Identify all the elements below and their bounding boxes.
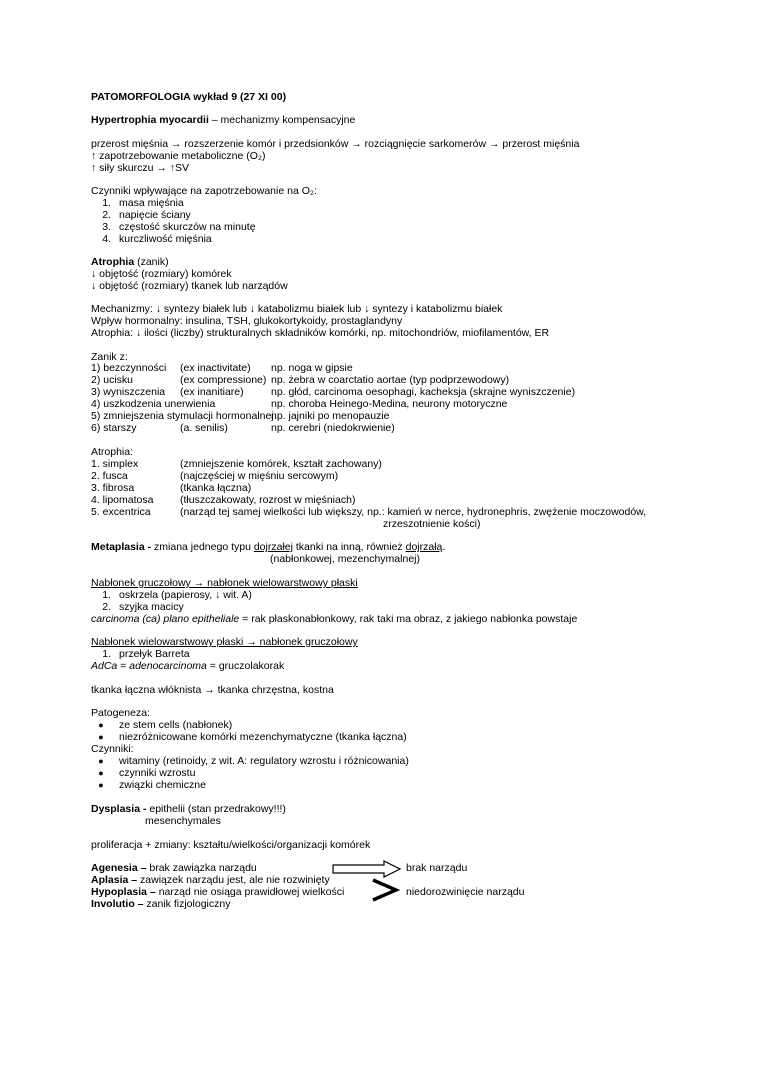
carcinoma-line bbox=[91, 613, 577, 625]
definition-text: brak zawiązka narządu bbox=[149, 862, 257, 874]
atrophia-heading: Atrophia bbox=[91, 256, 135, 268]
hypertrophia-heading-line bbox=[91, 114, 355, 126]
bullet-icon: ● bbox=[98, 732, 104, 742]
italic-text: AdCa bbox=[91, 660, 118, 672]
table-cell: (zmniejszenie komórek, kształt zachowany) bbox=[180, 458, 382, 470]
definition-term: Aplasia – bbox=[91, 874, 141, 886]
czynniki2-heading: Czynniki: bbox=[91, 743, 134, 755]
result-niedorozwiniecie: niedorozwinięcie narządu bbox=[406, 886, 525, 898]
table-cell: np. cerebri (niedokrwienie) bbox=[271, 422, 395, 434]
dysplasia-heading: Dysplasia - bbox=[91, 803, 147, 815]
list-item bbox=[91, 197, 184, 209]
dysplasia-line-2: mesenchymales bbox=[145, 815, 221, 827]
bullet-icon: ● bbox=[98, 768, 104, 778]
table-cell: (ex inanitiare) bbox=[180, 386, 244, 398]
atrophia-types-heading: Atrophia: bbox=[91, 446, 134, 458]
definition-term: Involutio – bbox=[91, 898, 147, 910]
list-item bbox=[91, 767, 195, 779]
list-number: 1. bbox=[102, 648, 111, 660]
metaplasia-line-2: (nabłonkowej, mezenchymalnej) bbox=[270, 553, 420, 565]
proliferacja-line: proliferacja + zmiany: kształtu/wielkości/organizacji komórek bbox=[91, 839, 371, 851]
list-item bbox=[91, 779, 206, 791]
underlined-text: dojrzałą bbox=[405, 541, 443, 553]
table-cell: (ex inactivitate) bbox=[180, 362, 251, 374]
list-item bbox=[91, 731, 407, 743]
list-text: szyjka macicy bbox=[119, 601, 184, 613]
list-text: ze stem cells (nabłonek) bbox=[119, 719, 233, 731]
adca-line bbox=[91, 660, 284, 672]
text: = rak płaskonabłonkowy, rak taki ma obraz, z jakiego nabłonka powstaje bbox=[239, 613, 578, 625]
list-item bbox=[91, 719, 232, 731]
tkanka-line: tkanka łączna włóknista → tkanka chrzęstna, kostna bbox=[91, 684, 334, 696]
definition-text: narząd nie osiąga prawidłowej wielkości bbox=[158, 886, 345, 898]
list-number: 3. bbox=[102, 221, 111, 233]
bullet-icon: ● bbox=[98, 756, 104, 766]
text: = bbox=[117, 660, 130, 672]
table-cell: 3. fibrosa bbox=[91, 482, 135, 494]
atrophia-line-1: ↓ objętość (rozmiary) komórek bbox=[91, 268, 232, 280]
atrophia-line-2: ↓ objętość (rozmiary) tkanek lub narządów bbox=[91, 280, 288, 292]
table-cell: (narząd tej samej wielkości lub większy, np.: kamień w nerce, hydronephris, zwężenie moczowodów, bbox=[180, 506, 647, 518]
list-item bbox=[91, 221, 256, 233]
bullet-icon: ● bbox=[98, 720, 104, 730]
text: . bbox=[442, 541, 446, 553]
list-text: przełyk Barreta bbox=[119, 648, 190, 660]
list-number: 1. bbox=[102, 197, 111, 209]
italic-text: carcinoma (ca) plano epitheliale bbox=[91, 613, 240, 625]
table-cell: np. choroba Heinego-Medina, neurony motoryczne bbox=[271, 398, 508, 410]
table-cell: np. głód, carcinoma oesophagi, kacheksja (skrajne wyniszczenie) bbox=[271, 386, 576, 398]
list-item bbox=[91, 209, 191, 221]
list-text: kurczliwość mięśnia bbox=[119, 233, 212, 245]
definition-text: zanik fizjologiczny bbox=[146, 898, 231, 910]
definition-text: zawiązek narządu jest, ale nie rozwinięty bbox=[140, 874, 330, 886]
hypertrophia-subtitle: – mechanizmy kompensacyjne bbox=[208, 114, 356, 126]
table-cell: 1. simplex bbox=[91, 458, 139, 470]
list-number: 1. bbox=[102, 589, 111, 601]
table-cell: (ex compressione) bbox=[180, 374, 267, 386]
chevron-right-icon bbox=[370, 878, 400, 902]
table-cell: (tkanka łączna) bbox=[180, 482, 252, 494]
atrophia-heading-line bbox=[91, 256, 169, 268]
metaplasia-line bbox=[91, 541, 445, 553]
list-item bbox=[91, 589, 252, 601]
atrophia-mechanizmy: Mechanizmy: ↓ syntezy białek lub ↓ katabolizmu białek lub ↓ syntezy i katabolizmu białek bbox=[91, 303, 503, 315]
list-text: niezróżnicowane komórki mezenchymatyczne (tkanka łączna) bbox=[119, 731, 407, 743]
atrophia-struct: Atrophia: ↓ ilości (liczby) strukturalnych składników komórki, np. mitochondriów, miofilamentów, ER bbox=[91, 327, 550, 339]
list-text: napięcie ściany bbox=[119, 209, 191, 221]
table-cell: 3) wyniszczenia bbox=[91, 386, 166, 398]
definition-term: Agenesia – bbox=[91, 862, 150, 874]
table-cell: 4) uszkodzenia unerwienia bbox=[91, 398, 216, 410]
table-cell-continuation: zrzeszotnienie kości) bbox=[383, 518, 481, 530]
table-cell: 5) zmniejszenia stymulacji hormonalnej bbox=[91, 410, 274, 422]
list-text: masa mięśnia bbox=[119, 197, 184, 209]
definition-term: Hypoplasia – bbox=[91, 886, 159, 898]
list-text: czynniki wzrostu bbox=[119, 767, 196, 779]
dysplasia-line bbox=[91, 803, 286, 815]
table-cell: np. jajniki po menopauzie bbox=[271, 410, 390, 422]
table-cell: 4. lipomatosa bbox=[91, 494, 154, 506]
list-number: 2. bbox=[102, 601, 111, 613]
czynniki-heading: Czynniki wpływające na zapotrzebowanie na O₂: bbox=[91, 185, 317, 197]
list-text: częstość skurczów na minutę bbox=[119, 221, 256, 233]
table-cell: np. żebra w coarctatio aortae (typ podprzewodowy) bbox=[271, 374, 510, 386]
hypertrophia-line-1: przerost mięśnia → rozszerzenie komór i przedsionków → rozciągnięcie sarkomerów → przerost mięśnia bbox=[91, 138, 580, 150]
list-item bbox=[91, 755, 409, 767]
definition-row bbox=[91, 886, 344, 898]
metaplasia-heading: Metaplasia - bbox=[91, 541, 152, 553]
hypertrophia-heading: Hypertrophia myocardii bbox=[91, 114, 209, 126]
table-cell: (a. senilis) bbox=[180, 422, 228, 434]
table-cell: 2) ucisku bbox=[91, 374, 134, 386]
underlined-text: dojrzałej bbox=[253, 541, 293, 553]
hypertrophia-line-3: ↑ siły skurczu → ↑SV bbox=[91, 162, 190, 174]
table-cell: 1) bezczynności bbox=[91, 362, 167, 374]
table-cell: 2. fusca bbox=[91, 470, 128, 482]
zanik-heading: Zanik z: bbox=[91, 351, 128, 363]
bullet-icon: ● bbox=[98, 780, 104, 790]
text: epithelii (stan przedrakowy!!!) bbox=[146, 803, 286, 815]
table-cell: 5. excentrica bbox=[91, 506, 151, 518]
list-text: związki chemiczne bbox=[119, 779, 206, 791]
list-number: 2. bbox=[102, 209, 111, 221]
list-item bbox=[91, 233, 212, 245]
italic-text: adenocarcinoma bbox=[129, 660, 207, 672]
definition-row bbox=[91, 874, 330, 886]
hypertrophia-line-2: ↑ zapotrzebowanie metaboliczne (O₂) bbox=[91, 150, 266, 162]
list-text: witaminy (retinoidy, z wit. A: regulatory wzrostu i różnicowania) bbox=[119, 755, 409, 767]
table-cell: (najczęściej w mięśniu sercowym) bbox=[180, 470, 339, 482]
text: zmiana jednego typu bbox=[151, 541, 254, 553]
definition-row bbox=[91, 898, 230, 910]
text: tkanki na inną, również bbox=[292, 541, 406, 553]
atrophia-suffix: (zanik) bbox=[134, 256, 169, 268]
atrophia-hormon: Wpływ hormonalny: insulina, TSH, glukokortykoidy, prostaglandyny bbox=[91, 315, 403, 327]
page-title: PATOMORFOLOGIA wykład 9 (27 XI 00) bbox=[91, 91, 287, 103]
nablonek1-heading: Nabłonek gruczołowy → nabłonek wielowarstwowy płaski bbox=[91, 577, 358, 589]
hollow-arrow-icon bbox=[332, 860, 402, 878]
text: = gruczolakorak bbox=[206, 660, 285, 672]
result-brak-narzadu: brak narządu bbox=[406, 862, 468, 874]
definition-row bbox=[91, 862, 257, 874]
patogeneza-heading: Patogeneza: bbox=[91, 707, 150, 719]
nablonek2-heading: Nabłonek wielowarstwowy płaski → nabłonek gruczołowy bbox=[91, 636, 358, 648]
list-item bbox=[91, 601, 184, 613]
table-cell: (tłuszczakowaty, rozrost w mięśniach) bbox=[180, 494, 356, 506]
table-cell: np. noga w gipsie bbox=[271, 362, 353, 374]
table-cell: 6) starszy bbox=[91, 422, 137, 434]
list-text: oskrzela (papierosy, ↓ wit. A) bbox=[119, 589, 252, 601]
list-item bbox=[91, 648, 190, 660]
list-number: 4. bbox=[102, 233, 111, 245]
